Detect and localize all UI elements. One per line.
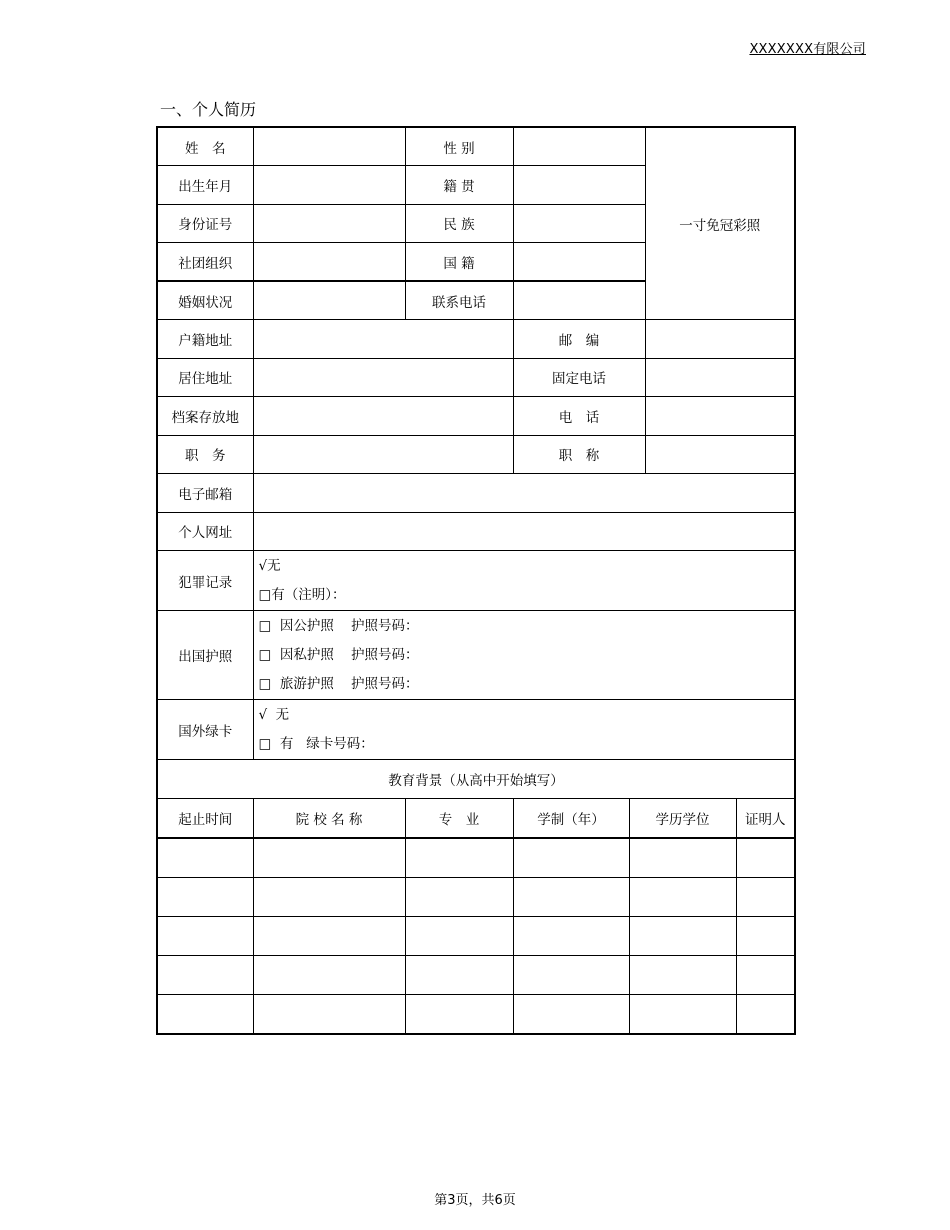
field-position[interactable]	[253, 435, 513, 474]
row-position	[157, 435, 795, 474]
greencard-option-yes[interactable]: □ 有 绿卡号码：	[258, 735, 374, 752]
field-nationality[interactable]	[513, 243, 645, 282]
edu-cell-school[interactable]	[253, 877, 405, 916]
edu-cell-degree-witness	[629, 955, 795, 994]
criminal-option-none[interactable]: √无	[258, 557, 281, 574]
field-email[interactable]	[253, 474, 795, 513]
field-postcode[interactable]	[645, 320, 795, 359]
edu-cell-school[interactable]	[253, 838, 405, 878]
field-residence[interactable]	[253, 358, 513, 397]
passport-option-tourist[interactable]: □ 旅游护照 护照号码：	[258, 675, 419, 692]
edu-cell-degree-witness	[629, 838, 795, 878]
edu-cell-witness[interactable]	[737, 878, 795, 916]
edu-cell-period[interactable]	[157, 877, 253, 916]
table-row	[157, 916, 795, 955]
label-marital: 婚姻状况	[157, 281, 253, 320]
edu-cell-major[interactable]	[405, 838, 513, 878]
table-row	[157, 955, 795, 994]
label-greencard: 国外绿卡	[157, 700, 253, 760]
field-phone[interactable]	[513, 281, 645, 320]
edu-cell-degree[interactable]	[630, 917, 737, 955]
company-name: XXXXXXX有限公司	[749, 42, 866, 57]
label-residence: 居住地址	[157, 358, 253, 397]
criminal-options	[253, 551, 795, 611]
label-id-number: 身份证号	[157, 204, 253, 243]
row-hukou	[157, 320, 795, 359]
greencard-options	[253, 700, 795, 760]
label-tel: 电 话	[513, 397, 645, 436]
field-ethnicity[interactable]	[513, 204, 645, 243]
edu-col-witness: 证明人	[745, 811, 786, 828]
row-passport	[157, 611, 795, 700]
edu-cell-duration[interactable]	[513, 916, 629, 955]
field-name[interactable]	[253, 127, 405, 166]
label-title: 职 称	[513, 435, 645, 474]
edu-cell-degree-witness	[629, 877, 795, 916]
page-footer: 第3页，共6页	[434, 1193, 516, 1208]
edu-cell-degree-witness	[629, 994, 795, 1034]
edu-cell-major[interactable]	[405, 955, 513, 994]
label-passport: 出国护照	[157, 611, 253, 700]
field-website[interactable]	[253, 512, 795, 551]
field-hukou-address[interactable]	[253, 320, 513, 359]
edu-cell-witness[interactable]	[737, 956, 795, 994]
edu-cell-degree[interactable]	[630, 995, 737, 1033]
edu-col-major: 专 业	[405, 798, 513, 838]
label-nationality: 国 籍	[405, 243, 513, 282]
edu-col-degree: 学历学位	[630, 799, 737, 837]
field-title[interactable]	[645, 435, 795, 474]
resume-form-table	[156, 126, 796, 1035]
field-org[interactable]	[253, 243, 405, 282]
edu-cell-degree[interactable]	[630, 839, 737, 877]
label-landline: 固定电话	[513, 358, 645, 397]
label-website: 个人网址	[157, 512, 253, 551]
edu-cell-period[interactable]	[157, 838, 253, 878]
edu-cell-period[interactable]	[157, 994, 253, 1034]
edu-cell-duration[interactable]	[513, 955, 629, 994]
label-gender: 性 别	[405, 127, 513, 166]
label-birth: 出生年月	[157, 166, 253, 205]
edu-cell-major[interactable]	[405, 916, 513, 955]
label-postcode: 邮 编	[513, 320, 645, 359]
edu-cell-school[interactable]	[253, 994, 405, 1034]
criminal-option-yes[interactable]: □有（注明）：	[258, 586, 346, 603]
edu-col-school: 院 校 名 称	[253, 798, 405, 838]
edu-cell-school[interactable]	[253, 916, 405, 955]
row-greencard	[157, 700, 795, 760]
passport-option-official[interactable]: □ 因公护照 护照号码：	[258, 617, 419, 634]
edu-cell-major[interactable]	[405, 994, 513, 1034]
field-gender[interactable]	[513, 127, 645, 166]
edu-cell-witness[interactable]	[737, 995, 795, 1033]
edu-cell-degree[interactable]	[630, 878, 737, 916]
field-birth[interactable]	[253, 166, 405, 205]
edu-col-period: 起止时间	[157, 798, 253, 838]
label-phone: 联系电话	[405, 281, 513, 320]
edu-cell-duration[interactable]	[513, 994, 629, 1034]
edu-cell-witness[interactable]	[737, 917, 795, 955]
label-origin: 籍 贯	[405, 166, 513, 205]
label-email: 电子邮箱	[157, 474, 253, 513]
field-landline[interactable]	[645, 358, 795, 397]
label-hukou-address: 户籍地址	[157, 320, 253, 359]
education-title: 教育背景（从高中开始填写）	[157, 760, 795, 799]
field-marital[interactable]	[253, 281, 405, 320]
edu-cell-period[interactable]	[157, 955, 253, 994]
table-row	[157, 838, 795, 878]
edu-col-degree-witness	[629, 798, 795, 838]
edu-cell-major[interactable]	[405, 877, 513, 916]
field-id-number[interactable]	[253, 204, 405, 243]
row-website	[157, 512, 795, 551]
label-org: 社团组织	[157, 243, 253, 282]
education-header-row	[157, 798, 795, 838]
row-email	[157, 474, 795, 513]
label-criminal: 犯罪记录	[157, 551, 253, 611]
edu-cell-school[interactable]	[253, 955, 405, 994]
field-tel[interactable]	[645, 397, 795, 436]
edu-cell-duration[interactable]	[513, 877, 629, 916]
table-row	[157, 877, 795, 916]
row-archive	[157, 397, 795, 436]
edu-cell-period[interactable]	[157, 916, 253, 955]
edu-cell-duration[interactable]	[513, 838, 629, 878]
field-origin[interactable]	[513, 166, 645, 205]
row-criminal	[157, 551, 795, 611]
edu-col-duration: 学制（年）	[513, 798, 629, 838]
section-title: 一、个人简历	[160, 100, 257, 119]
row-name	[157, 127, 795, 166]
label-ethnicity: 民 族	[405, 204, 513, 243]
passport-option-private[interactable]: □ 因私护照 护照号码：	[258, 646, 419, 663]
table-row	[157, 994, 795, 1034]
edu-cell-degree[interactable]	[630, 956, 737, 994]
photo-box[interactable]: 一寸免冠彩照	[645, 127, 795, 320]
field-archive[interactable]	[253, 397, 513, 436]
greencard-option-none[interactable]: √ 无	[258, 706, 290, 723]
label-archive: 档案存放地	[157, 397, 253, 436]
edu-cell-witness[interactable]	[737, 839, 795, 877]
row-education-title	[157, 760, 795, 799]
label-name: 姓 名	[157, 127, 253, 166]
passport-options	[253, 611, 795, 700]
label-position: 职 务	[157, 435, 253, 474]
edu-cell-degree-witness	[629, 916, 795, 955]
row-residence	[157, 358, 795, 397]
